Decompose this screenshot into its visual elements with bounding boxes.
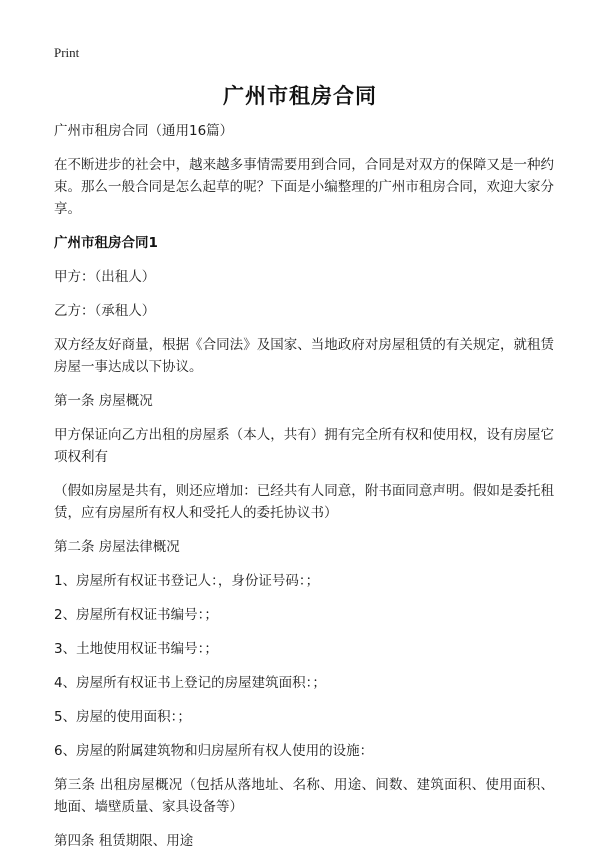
article-4-heading: 第四条 租赁期限、用途 bbox=[54, 833, 194, 849]
party-b: 乙方：（承租人） bbox=[54, 303, 156, 319]
list-item: 1、房屋所有权证书登记人：，身份证号码：； bbox=[54, 573, 320, 589]
article-2-heading: 第二条 房屋法律概况 bbox=[54, 539, 180, 555]
list-item: 5、房屋的使用面积：； bbox=[54, 709, 191, 725]
article-1-text: 甲方保证向乙方出租的房屋系（本人，共有）拥有完全所有权和使用权，设有房屋它项权利有 bbox=[54, 427, 554, 465]
preamble-paragraph: 双方经友好商量，根据《合同法》及国家、当地政府对房屋租赁的有关规定，就租赁房屋一事达成以下协议。 bbox=[54, 337, 554, 375]
list-item: 6、房屋的附属建筑物和归房屋所有权人使用的设施： bbox=[54, 743, 374, 759]
intro-paragraph: 在不断进步的社会中，越来越多事情需要用到合同，合同是对双方的保障又是一种约束。那么一般合同是怎么起草的呢？下面是小编整理的广州市租房合同，欢迎大家分享。 bbox=[54, 157, 554, 217]
article-3-heading: 第三条 出租房屋概况（包括从落地址、名称、用途、间数、建筑面积、使用面积、地面、墙壁质量、家具设备等） bbox=[54, 777, 554, 815]
article-1-note: （假如房屋是共有，则还应增加：已经共有人同意，附书面同意声明。假如是委托租赁，应有房屋所有权人和受托人的委托协议书） bbox=[54, 483, 554, 521]
article-1-heading: 第一条 房屋概况 bbox=[54, 393, 153, 409]
document-body bbox=[54, 120, 554, 864]
print-link[interactable]: Print bbox=[54, 45, 80, 60]
subtitle: 广州市租房合同（通用16篇） bbox=[54, 123, 234, 139]
list-item: 3、土地使用权证书编号：； bbox=[54, 641, 218, 657]
document-title: 广州市租房合同 bbox=[223, 84, 377, 108]
list-item: 4、房屋所有权证书上登记的房屋建筑面积：； bbox=[54, 675, 326, 691]
party-a: 甲方：（出租人） bbox=[54, 269, 156, 285]
list-item: 2、房屋所有权证书编号：； bbox=[54, 607, 218, 623]
section-heading: 广州市租房合同1 bbox=[54, 235, 158, 251]
